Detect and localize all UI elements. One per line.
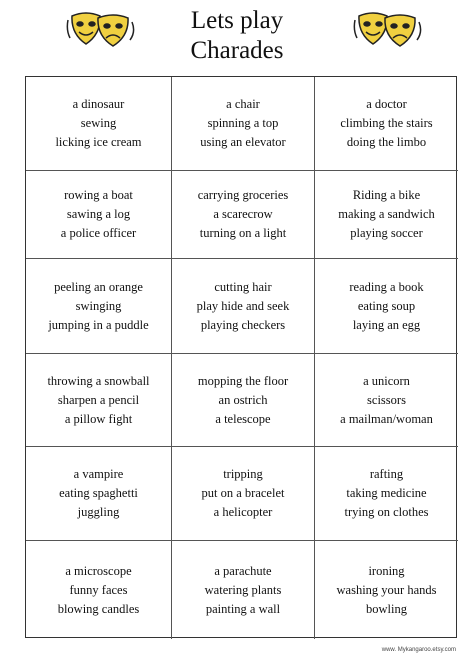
charade-item: playing checkers bbox=[200, 317, 286, 332]
charade-item: doing the limbo bbox=[346, 135, 427, 149]
charades-card bbox=[315, 171, 458, 259]
charade-item: jumping in a puddle bbox=[48, 317, 149, 332]
charade-item: a scarecrow bbox=[213, 207, 273, 221]
charades-card bbox=[172, 77, 315, 171]
charade-item: cutting hair bbox=[214, 279, 272, 294]
charade-item: a vampire bbox=[73, 467, 124, 481]
charade-item: play hide and seek bbox=[196, 298, 290, 313]
charade-item: using an elevator bbox=[200, 135, 286, 149]
charade-item: carrying groceries bbox=[197, 188, 289, 202]
charade-item: mopping the floor bbox=[197, 373, 289, 388]
charade-item: a telescope bbox=[215, 411, 271, 426]
charade-item: throwing a snowball bbox=[47, 373, 150, 388]
charade-item: trying on clothes bbox=[344, 505, 429, 519]
title-line-1: Lets play bbox=[190, 7, 284, 34]
charades-card bbox=[172, 354, 315, 447]
charade-item: eating spaghetti bbox=[59, 486, 138, 500]
charade-item: a microscope bbox=[65, 563, 132, 578]
charades-card bbox=[26, 259, 172, 354]
charade-item: a helicopter bbox=[213, 505, 273, 519]
charade-item: ironing bbox=[368, 563, 405, 578]
charade-item: Riding a bike bbox=[352, 188, 421, 202]
charade-item: a mailman/woman bbox=[340, 411, 433, 426]
charade-item: rafting bbox=[369, 467, 404, 481]
theater-masks-icon bbox=[353, 10, 423, 50]
charade-item: reading a book bbox=[349, 279, 424, 294]
charade-item: rowing a boat bbox=[64, 188, 133, 202]
charade-item: climbing the stairs bbox=[340, 116, 433, 130]
charades-card bbox=[315, 259, 458, 354]
charade-item: a doctor bbox=[366, 97, 407, 111]
charades-card bbox=[315, 541, 458, 639]
charades-card bbox=[26, 541, 172, 639]
charade-item: a parachute bbox=[214, 563, 272, 578]
source-footer: www. Mykangaroo.etsy.com bbox=[381, 647, 456, 653]
charade-item: making a sandwich bbox=[338, 207, 435, 221]
charade-item: tripping bbox=[223, 467, 263, 481]
charades-card bbox=[26, 447, 172, 541]
charade-item: an ostrich bbox=[218, 392, 268, 407]
charade-item: playing soccer bbox=[350, 226, 423, 240]
charades-card bbox=[26, 171, 172, 259]
charade-item: spinning a top bbox=[207, 116, 279, 130]
charade-item: a chair bbox=[226, 97, 260, 111]
charade-item: turning on a light bbox=[199, 226, 287, 240]
charade-item: funny faces bbox=[69, 582, 128, 597]
charade-item: sewing bbox=[80, 116, 117, 130]
charades-card bbox=[172, 259, 315, 354]
charade-item: taking medicine bbox=[346, 486, 427, 500]
charade-item: a unicorn bbox=[363, 373, 410, 388]
charade-item: swinging bbox=[75, 298, 122, 313]
charades-card bbox=[315, 354, 458, 447]
charade-item: a police officer bbox=[60, 226, 137, 240]
charade-item: eating soup bbox=[357, 298, 416, 313]
charade-item: peeling an orange bbox=[54, 279, 143, 294]
charade-item: scissors bbox=[367, 392, 406, 407]
charade-item: put on a bracelet bbox=[201, 486, 285, 500]
charade-item: blowing candles bbox=[57, 601, 140, 616]
charades-card bbox=[26, 354, 172, 447]
charade-item: a pillow fight bbox=[64, 411, 133, 426]
charade-item: sawing a log bbox=[66, 207, 131, 221]
title-line-2: Charades bbox=[190, 37, 284, 64]
charades-card bbox=[315, 77, 458, 171]
charades-card bbox=[315, 447, 458, 541]
charades-grid bbox=[25, 76, 457, 638]
charade-item: washing your hands bbox=[336, 582, 437, 597]
charade-item: bowling bbox=[366, 601, 407, 616]
charade-item: painting a wall bbox=[205, 601, 281, 616]
charade-item: laying an egg bbox=[352, 317, 421, 332]
charade-item: watering plants bbox=[204, 582, 282, 597]
charades-card bbox=[172, 447, 315, 541]
charade-item: juggling bbox=[77, 505, 120, 519]
charades-card bbox=[26, 77, 172, 171]
charade-item: licking ice cream bbox=[55, 135, 142, 149]
charades-card bbox=[172, 171, 315, 259]
charade-item: a dinosaur bbox=[72, 97, 125, 111]
theater-masks-icon bbox=[66, 10, 136, 50]
charades-card bbox=[172, 541, 315, 639]
charade-item: sharpen a pencil bbox=[57, 392, 140, 407]
